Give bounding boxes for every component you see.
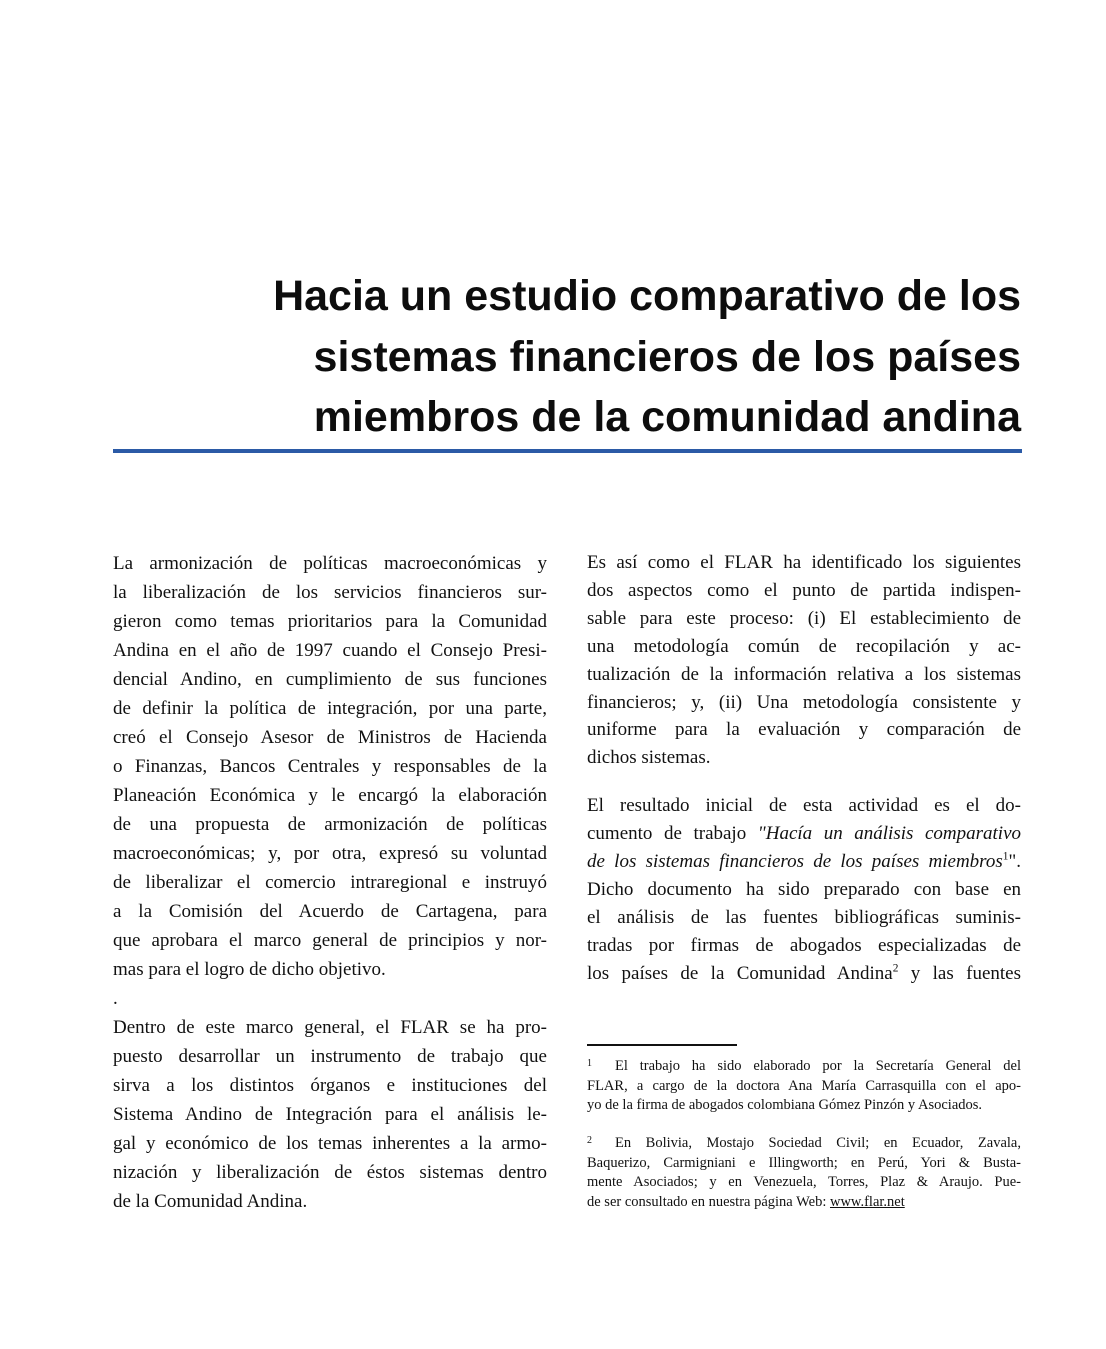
footnote-line (587, 1193, 1021, 1213)
right-paragraph-1 (587, 549, 1021, 772)
text-line (587, 577, 1021, 605)
text-line (587, 960, 1021, 988)
text-line (113, 926, 547, 955)
page-title (273, 266, 1021, 448)
text-segment: de ser consultado en nuestra página Web: (587, 1193, 830, 1210)
text-line (587, 633, 1021, 661)
text-segment: macroeconómicas; y, por otra, expresó su voluntad (113, 843, 547, 864)
text-line (587, 549, 1021, 577)
text-segment: Dicho documento ha sido preparado con base en (587, 879, 1021, 900)
text-line (113, 1129, 547, 1158)
left-paragraph-1 (113, 549, 547, 1013)
text-segment: que aprobara el marco general de principios y nor- (113, 930, 547, 951)
title-line: Hacia un estudio comparativo de los (273, 272, 1021, 320)
text-segment: dos aspectos como el punto de partida indispen- (587, 579, 1021, 601)
text-line (113, 694, 547, 723)
text-line (113, 549, 547, 578)
text-line (113, 578, 547, 607)
text-line (587, 661, 1021, 689)
text-segment: de una propuesta de armonización de políticas (113, 814, 547, 835)
text-segment: sirva a los distintos órganos e instituciones del (113, 1075, 547, 1096)
right-paragraph-2 (587, 792, 1021, 988)
text-segment: de los sistemas financieros de los países miembros (587, 851, 1003, 872)
footnote-ref: 2 (892, 962, 899, 975)
footnote-number: 2 (587, 1135, 592, 1146)
text-line (587, 932, 1021, 960)
footnote-line (587, 1173, 1021, 1193)
text-segment: En Bolivia, Mostajo Sociedad Civil; en Ecuador, Zavala, (615, 1135, 1021, 1151)
text-line (587, 792, 1021, 820)
text-segment: "Hacía un análisis comparativo (757, 823, 1021, 844)
text-segment: uniforme para la evaluación y comparación de (587, 719, 1021, 741)
text-line (113, 607, 547, 636)
text-line (587, 716, 1021, 744)
text-segment: FLAR, a cargo de la doctora Ana María Carrasquilla con el apo- (587, 1077, 1021, 1094)
text-line (113, 810, 547, 839)
text-segment: puesto desarrollar un instrumento de trabajo que (113, 1046, 547, 1067)
text-segment: Baquerizo, Carmigniani e Illingworth; en Perú, Yori & Busta- (587, 1154, 1021, 1171)
footnote-line (587, 1134, 1021, 1154)
footnote-line (587, 1057, 1021, 1077)
text-line (113, 723, 547, 752)
text-segment: y las fuentes (898, 963, 1021, 984)
text-segment: de definir la política de integración, por una parte, (113, 698, 547, 719)
footnote-divider (587, 1044, 737, 1046)
text-line (113, 839, 547, 868)
text-segment: tualización de la información relativa a los sistemas (587, 663, 1021, 685)
text-segment: los países de la Comunidad Andina (587, 963, 893, 984)
text-segment: cumento de trabajo (587, 823, 758, 844)
text-segment: a la Comisión del Acuerdo de Cartagena, para (113, 901, 547, 922)
text-line (587, 904, 1021, 932)
text-segment: Sistema Andino de Integración para el análisis le- (113, 1104, 547, 1125)
text-segment: La armonización de políticas macroeconómicas y (113, 553, 547, 574)
text-segment: financieros; y, (ii) Una metodología consistente y (587, 691, 1021, 713)
text-segment: nización y liberalización de éstos sistemas dentro (113, 1162, 547, 1183)
text-line (113, 1100, 547, 1129)
text-line (113, 752, 547, 781)
footnote-line (587, 1154, 1021, 1174)
website-link[interactable]: www.flar.net (829, 1193, 905, 1210)
footnote-number: 1 (587, 1058, 592, 1069)
text-segment: . (113, 988, 118, 1009)
footnote-line (587, 1077, 1021, 1097)
text-segment: gieron como temas prioritarios para la Comunidad (113, 611, 547, 632)
text-line (113, 984, 547, 1013)
text-line (587, 848, 1021, 876)
title-divider (113, 449, 1022, 453)
text-line (587, 820, 1021, 848)
text-segment: gal y económico de los temas inherentes a la armo- (113, 1133, 547, 1154)
text-line (113, 1071, 547, 1100)
text-line (113, 868, 547, 897)
text-line (587, 744, 1021, 772)
text-segment: ". (1008, 851, 1021, 872)
text-line (113, 665, 547, 694)
text-line (113, 1158, 547, 1187)
text-line (113, 1013, 547, 1042)
text-segment: la liberalización de los servicios financieros sur- (113, 582, 547, 603)
text-segment: El resultado inicial de esta actividad es el do- (587, 795, 1021, 816)
text-line (113, 1042, 547, 1071)
text-segment: mas para el logro de dicho objetivo. (113, 959, 386, 980)
text-segment: yo de la firma de abogados colombiana Gómez Pinzón y Asociados. (587, 1097, 983, 1113)
text-line (113, 781, 547, 810)
text-segment: dichos sistemas. (587, 747, 711, 769)
text-segment: el análisis de las fuentes bibliográficas suminis- (587, 907, 1021, 928)
title-line: miembros de la comunidad andina (313, 393, 1021, 441)
left-paragraph-2 (113, 1013, 547, 1216)
text-segment: El trabajo ha sido elaborado por la Secretaría General del (615, 1058, 1021, 1074)
text-segment: sable para este proceso: (i) El establecimiento de (587, 607, 1021, 629)
title-line: sistemas financieros de los países (313, 332, 1021, 381)
text-segment: Andina en el año de 1997 cuando el Consejo Presi- (113, 640, 547, 661)
text-segment: una metodología común de recopilación y ac- (587, 635, 1021, 657)
text-segment: Dentro de este marco general, el FLAR se ha pro- (113, 1017, 547, 1038)
text-segment: creó el Consejo Asesor de Ministros de Hacienda (113, 727, 547, 748)
text-line (113, 897, 547, 926)
text-line (113, 636, 547, 665)
text-segment: dencial Andino, en cumplimiento de sus funciones (113, 669, 547, 690)
footnote-ref: 1 (1002, 850, 1009, 863)
text-line (587, 605, 1021, 633)
text-segment: o Finanzas, Bancos Centrales y responsables de la (113, 756, 547, 777)
text-line (587, 876, 1021, 904)
text-segment: tradas por firmas de abogados especializadas de (587, 935, 1021, 956)
text-line (113, 1187, 547, 1216)
text-segment: de la Comunidad Andina. (113, 1191, 308, 1212)
text-segment: Planeación Económica y le encargó la elaboración (113, 785, 547, 806)
text-segment: de liberalizar el comercio intraregional e instruyó (113, 872, 547, 893)
footnote-1 (587, 1057, 1021, 1116)
text-line (587, 689, 1021, 717)
text-segment: Es así como el FLAR ha identificado los siguientes (587, 552, 1021, 573)
footnote-2 (587, 1134, 1021, 1212)
text-segment: mente Asociados; y en Venezuela, Torres, Plaz & Araujo. Pue- (587, 1174, 1021, 1190)
footnote-line (587, 1096, 1021, 1116)
text-line (113, 955, 547, 984)
